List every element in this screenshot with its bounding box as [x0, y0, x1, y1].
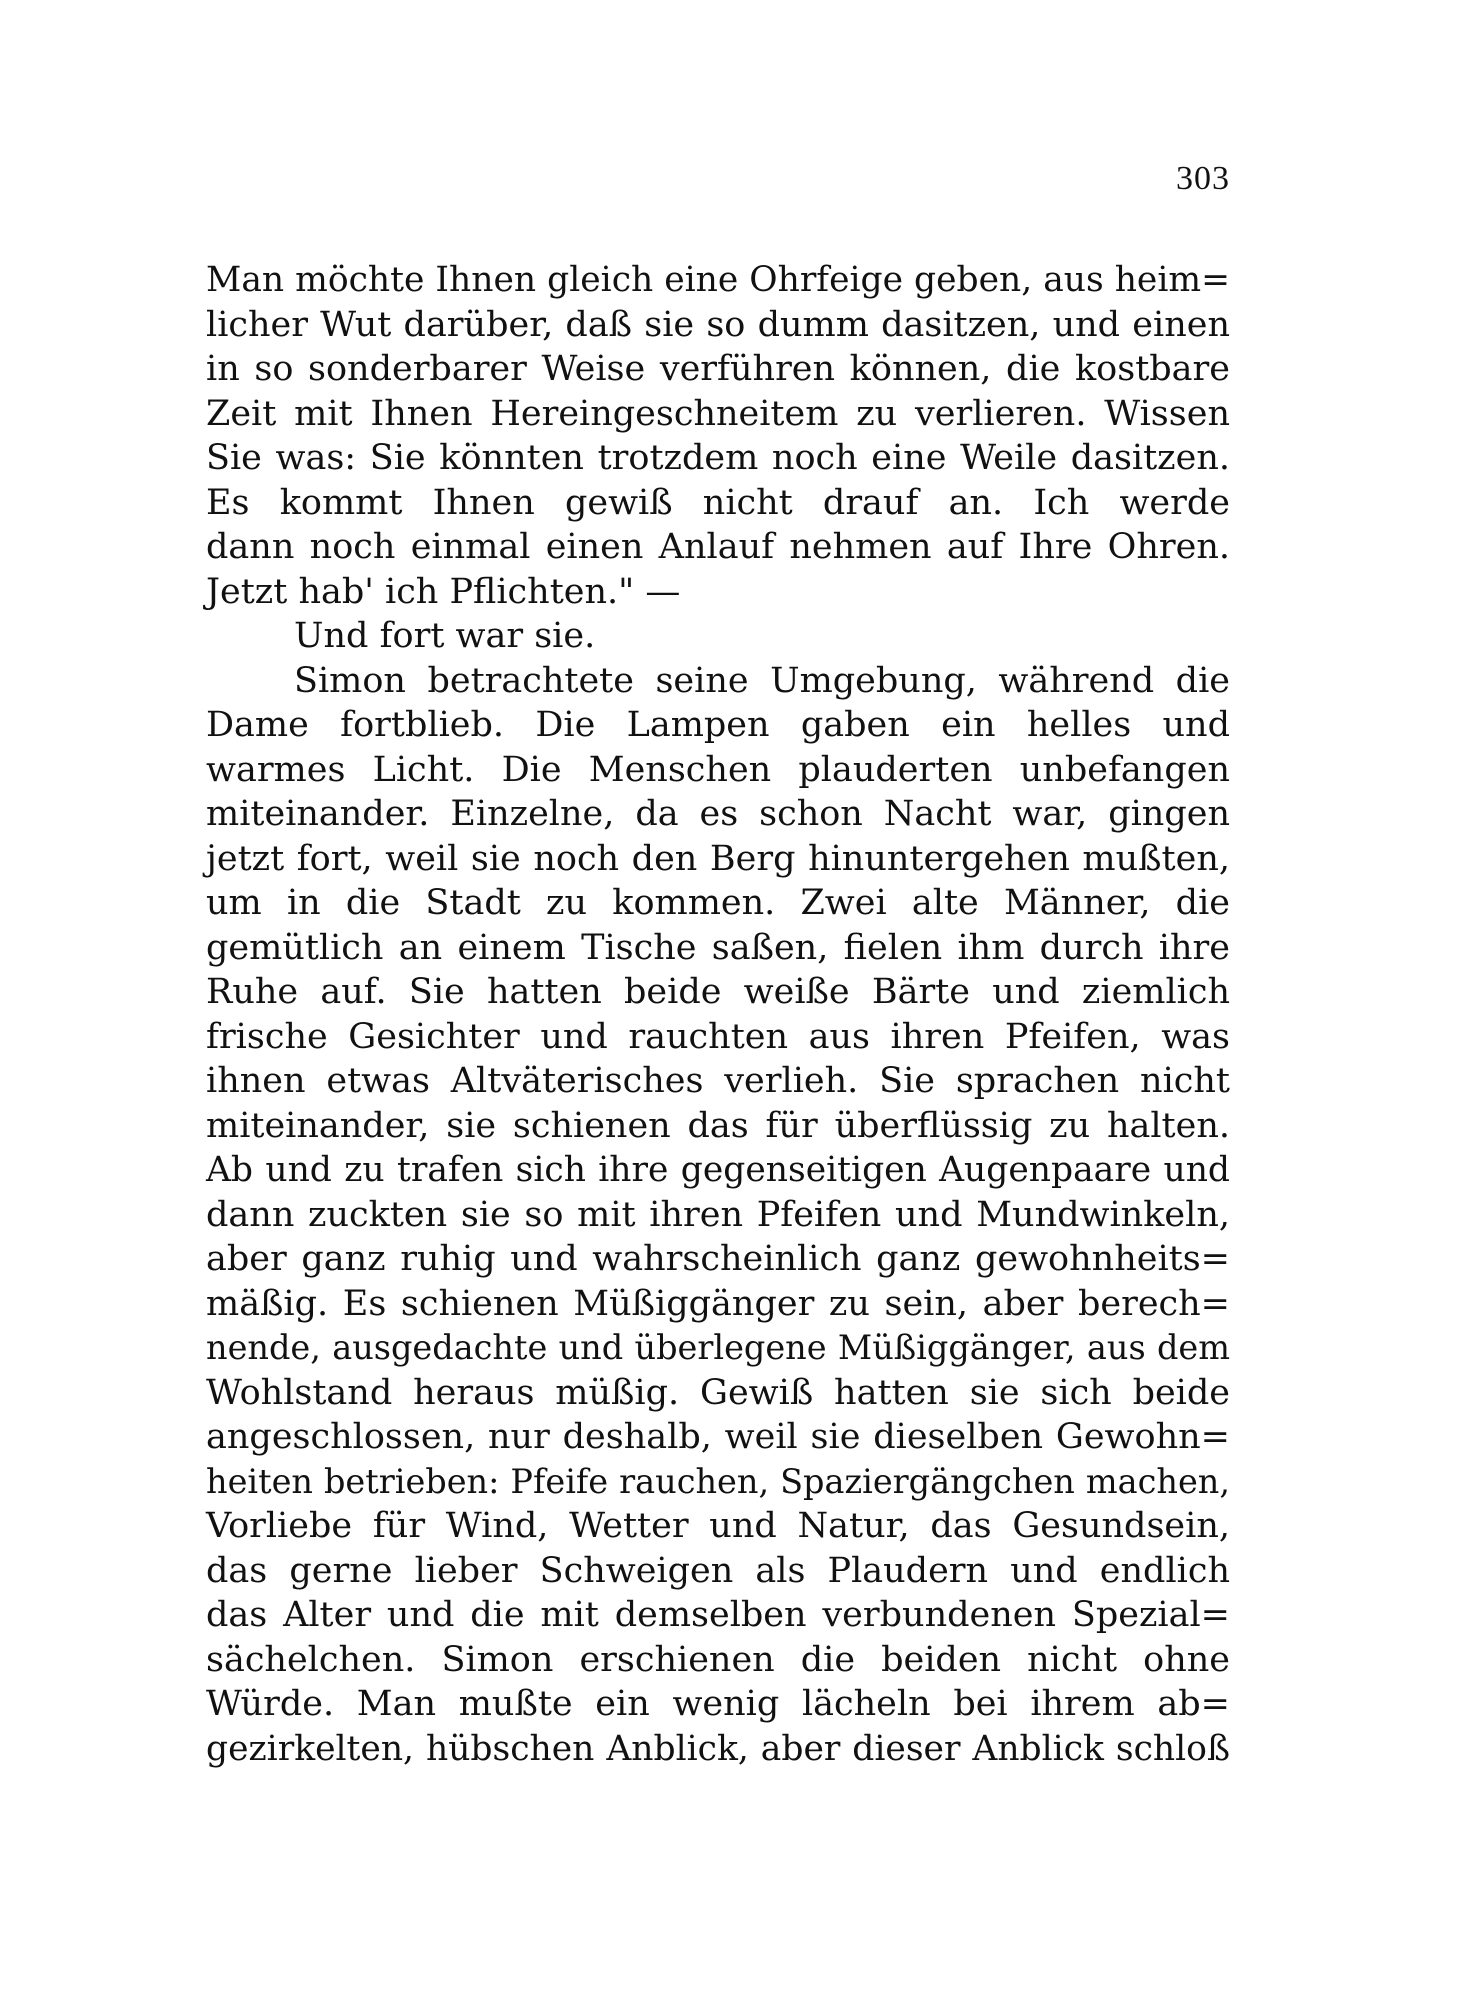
text-line: das Alter und die mit demselben verbundenen Spezial=: [206, 1595, 1230, 1635]
text-line: Es kommt Ihnen gewiß nicht drauf an. Ich werde: [206, 482, 1230, 523]
text-line: angeschlossen, nur deshalb, weil sie dieselben Gewohn=: [206, 1417, 1230, 1457]
text-line: aber ganz ruhig und wahrscheinlich ganz gewohnheits=: [206, 1239, 1230, 1279]
page-number: 303: [1176, 160, 1230, 197]
body-text: [206, 258, 1230, 1771]
text-line: Vorliebe für Wind, Wetter und Natur, das Gesundsein,: [206, 1506, 1230, 1546]
text-line: licher Wut darüber, daß sie so dumm dasitzen, und einen: [206, 304, 1230, 345]
text-line: in so sonderbarer Weise verführen können, die kostbare: [206, 349, 1230, 389]
text-line: Würde. Man mußte ein wenig lächeln bei ihrem ab=: [206, 1684, 1230, 1724]
text-line: Wohlstand heraus müßig. Gewiß hatten sie sich beide: [206, 1372, 1230, 1413]
text-line: Ab und zu trafen sich ihre gegenseitigen Augenpaare und: [206, 1150, 1230, 1190]
text-line: Und fort war sie.: [294, 616, 596, 656]
text-line: Dame fortblieb. Die Lampen gaben ein helles und: [206, 705, 1230, 745]
text-line: Jetzt hab' ich Pflichten." —: [206, 571, 681, 612]
text-line: heiten betrieben: Pfeife rauchen, Spaziergängchen machen,: [206, 1461, 1230, 1501]
text-line: Sie was: Sie könnten trotzdem noch eine Weile dasitzen.: [206, 438, 1230, 478]
text-line: Ruhe auf. Sie hatten beide weiße Bärte und ziemlich: [206, 972, 1230, 1012]
text-line: ihnen etwas Altväterisches verlieh. Sie sprachen nicht: [206, 1061, 1230, 1101]
text-line: Simon betrachtete seine Umgebung, während die: [294, 660, 1230, 701]
text-line: frische Gesichter und rauchten aus ihren Pfeifen, was: [206, 1016, 1230, 1057]
text-line: dann zuckten sie so mit ihren Pfeifen und Mundwinkeln,: [206, 1194, 1230, 1235]
text-line: miteinander. Einzelne, da es schon Nacht war, gingen: [206, 794, 1230, 834]
text-line: nende, ausgedachte und überlegene Müßiggänger, aus dem: [206, 1328, 1230, 1367]
text-line: Man möchte Ihnen gleich eine Ohrfeige geben, aus heim=: [206, 260, 1230, 300]
text-line: warmes Licht. Die Menschen plauderten unbefangen: [206, 749, 1230, 790]
text-line: sächelchen. Simon erschienen die beiden nicht ohne: [206, 1639, 1230, 1680]
text-line: jetzt fort, weil sie noch den Berg hinuntergehen mußten,: [206, 838, 1230, 879]
text-line: mäßig. Es schienen Müßiggänger zu sein, aber berech=: [206, 1283, 1230, 1324]
text-line: um in die Stadt zu kommen. Zwei alte Männer, die: [206, 883, 1230, 923]
text-line: gemütlich an einem Tische saßen, fielen ihm durch ihre: [206, 927, 1230, 968]
text-line: das gerne lieber Schweigen als Plaudern und endlich: [206, 1550, 1230, 1591]
text-line: miteinander, sie schienen das für überflüssig zu halten.: [206, 1105, 1230, 1146]
text-line: dann noch einmal einen Anlauf nehmen auf Ihre Ohren.: [206, 527, 1230, 567]
text-line: Zeit mit Ihnen Hereingeschneitem zu verlieren. Wissen: [206, 393, 1230, 434]
text-line: gezirkelten, hübschen Anblick, aber dieser Anblick schloß: [206, 1728, 1230, 1769]
